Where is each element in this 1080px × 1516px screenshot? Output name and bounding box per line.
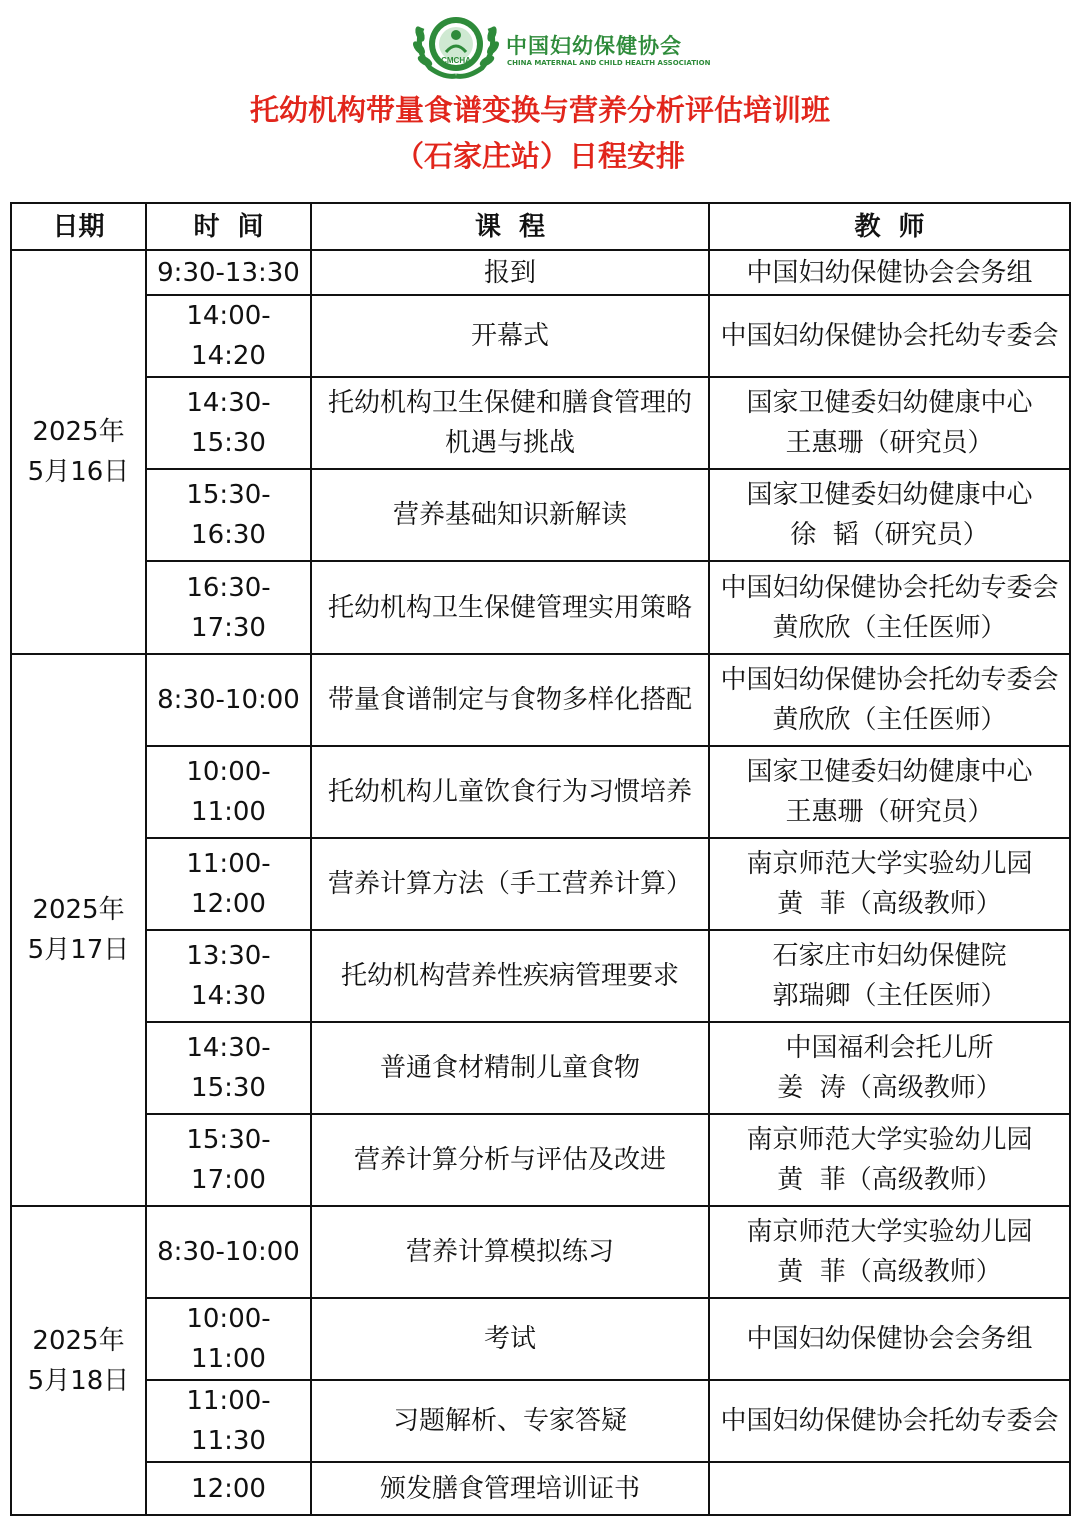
date-cell: [11, 654, 146, 1206]
teacher-cell: [709, 1380, 1070, 1462]
time-cell: 9:30-13:30: [146, 250, 311, 295]
table-row: [11, 1022, 1070, 1114]
table-row: [11, 930, 1070, 1022]
time-cell: 16:30-17:30: [146, 561, 311, 654]
teacher-line: 郭瑞卿（主任医师）: [772, 981, 1007, 1011]
date-year: 2025年: [32, 417, 125, 447]
course-line: 营养计算方法（手工营养计算）: [327, 869, 692, 899]
table-row: [11, 295, 1070, 377]
date-year: 2025年: [32, 895, 125, 925]
schedule-body: [11, 250, 1070, 1515]
date-cell: [11, 250, 146, 654]
course-line: 托幼机构营养性疾病管理要求: [340, 961, 679, 991]
time-cell: 14:30-15:30: [146, 1022, 311, 1114]
teacher-cell: [709, 654, 1070, 746]
header-time: 时 间: [146, 203, 311, 250]
logo-name-en: CHINA MATERNAL AND CHILD HEALTH ASSOCIATION: [507, 59, 711, 67]
teacher-cell: [709, 1114, 1070, 1206]
course-line: 报到: [483, 257, 536, 288]
time-cell: 14:00-14:20: [146, 295, 311, 377]
course-cell: [311, 561, 709, 654]
table-row: [11, 1380, 1070, 1462]
teacher-line: 中国妇幼保健协会托幼专委会: [720, 321, 1059, 351]
date-day: 5月16日: [27, 457, 130, 487]
teacher-line: 南京师范大学实验幼儿园: [746, 849, 1033, 879]
teacher-cell: [709, 561, 1070, 654]
header-date: 日期: [11, 203, 146, 250]
course-line: 托幼机构儿童饮食行为习惯培养: [327, 777, 692, 807]
date-year: 2025年: [32, 1325, 125, 1356]
course-cell: [311, 1114, 709, 1206]
course-line: 考试: [483, 1324, 536, 1354]
logo-name-cn: 中国妇幼保健协会: [506, 34, 682, 58]
table-row: [11, 1206, 1070, 1298]
teacher-line: 黄 菲（高级教师）: [777, 889, 1002, 919]
teacher-cell: [709, 250, 1070, 295]
teacher-cell: [709, 746, 1070, 838]
teacher-line: 黄 菲（高级教师）: [777, 1165, 1002, 1195]
teacher-cell: [709, 1022, 1070, 1114]
teacher-line: 中国妇幼保健协会会务组: [746, 1324, 1033, 1354]
teacher-line: 国家卫健委妇幼健康中心: [746, 757, 1033, 787]
teacher-cell: [709, 1462, 1070, 1515]
course-cell: [311, 469, 709, 561]
time-cell: 11:00-12:00: [146, 838, 311, 930]
table-row: [11, 250, 1070, 295]
course-cell: [311, 250, 709, 295]
course-line: 营养基础知识新解读: [392, 500, 627, 530]
teacher-line: 国家卫健委妇幼健康中心: [746, 480, 1033, 510]
table-row: [11, 561, 1070, 654]
course-line: 营养计算模拟练习: [405, 1237, 614, 1267]
teacher-cell: [709, 377, 1070, 469]
teacher-line: 王惠珊（研究员）: [785, 797, 994, 827]
course-cell: [311, 654, 709, 746]
course-cell: [311, 746, 709, 838]
course-cell: [311, 1380, 709, 1462]
course-line: 机遇与挑战: [444, 428, 575, 458]
table-row: [11, 1462, 1070, 1515]
teacher-cell: [709, 930, 1070, 1022]
teacher-line: 南京师范大学实验幼儿园: [746, 1125, 1033, 1155]
teacher-line: 黄 菲（高级教师）: [777, 1257, 1002, 1287]
time-cell: 10:00-11:00: [146, 1298, 311, 1380]
course-cell: [311, 930, 709, 1022]
page-title: 托幼机构带量食谱变换与营养分析评估培训班: [249, 93, 830, 127]
schedule-table: [10, 202, 1071, 1516]
table-row: [11, 1114, 1070, 1206]
time-cell: 8:30-10:00: [146, 1206, 311, 1298]
teacher-cell: [709, 838, 1070, 930]
teacher-line: 徐 韬（研究员）: [790, 520, 989, 550]
time-cell: 10:00-11:00: [146, 746, 311, 838]
teacher-line: 黄欣欣（主任医师）: [772, 612, 1007, 643]
teacher-line: 姜 涛（高级教师）: [777, 1073, 1002, 1103]
course-cell: [311, 1022, 709, 1114]
table-row: [11, 377, 1070, 469]
teacher-line: 黄欣欣（主任医师）: [772, 705, 1007, 735]
course-line: 托幼机构卫生保健管理实用策略: [327, 592, 692, 623]
time-cell: 12:00: [146, 1462, 311, 1515]
teacher-line: 中国妇幼保健协会会务组: [746, 257, 1033, 288]
laurel-globe-emblem-icon: [408, 8, 504, 80]
course-cell: [311, 295, 709, 377]
time-cell: 13:30-14:30: [146, 930, 311, 1022]
course-cell: [311, 838, 709, 930]
course-line: 托幼机构卫生保健和膳食管理的: [327, 388, 692, 418]
date-cell: [11, 1206, 146, 1515]
table-row: [11, 838, 1070, 930]
teacher-cell: [709, 295, 1070, 377]
date-day: 5月18日: [27, 1365, 130, 1396]
course-line: 普通食材精制儿童食物: [379, 1053, 640, 1083]
teacher-line: 国家卫健委妇幼健康中心: [746, 388, 1033, 418]
page-subtitle: （石家庄站）日程安排: [394, 139, 685, 173]
header-course: 课 程: [311, 203, 709, 250]
teacher-line: 中国福利会托儿所: [785, 1033, 994, 1063]
table-row: [11, 1298, 1070, 1380]
teacher-line: 中国妇幼保健协会托幼专委会: [720, 665, 1059, 695]
association-logo: [408, 8, 711, 80]
course-line: 习题解析、专家答疑: [392, 1406, 627, 1436]
course-line: 营养计算分析与评估及改进: [353, 1145, 666, 1175]
teacher-line: 石家庄市妇幼保健院: [772, 941, 1007, 971]
teacher-cell: [709, 469, 1070, 561]
course-cell: [311, 1462, 709, 1515]
teacher-line: 中国妇幼保健协会托幼专委会: [720, 1406, 1059, 1436]
table-row: [11, 469, 1070, 561]
teacher-cell: [709, 1298, 1070, 1380]
course-line: 开幕式: [470, 321, 549, 351]
time-cell: 8:30-10:00: [146, 654, 311, 746]
time-cell: 15:30-16:30: [146, 469, 311, 561]
course-cell: [311, 1298, 709, 1380]
time-cell: 11:00-11:30: [146, 1380, 311, 1462]
course-cell: [311, 377, 709, 469]
time-cell: 15:30-17:00: [146, 1114, 311, 1206]
logo-badge-text: CMCHA: [441, 56, 471, 65]
course-cell: [311, 1206, 709, 1298]
time-cell: 14:30-15:30: [146, 377, 311, 469]
course-line: 带量食谱制定与食物多样化搭配: [327, 685, 692, 715]
table-header-row: [11, 203, 1070, 250]
teacher-line: 南京师范大学实验幼儿园: [746, 1217, 1033, 1247]
teacher-line: 王惠珊（研究员）: [785, 428, 994, 458]
table-row: [11, 654, 1070, 746]
date-day: 5月17日: [27, 935, 130, 965]
header-teacher: 教 师: [709, 203, 1070, 250]
course-line: 颁发膳食管理培训证书: [379, 1473, 640, 1504]
teacher-cell: [709, 1206, 1070, 1298]
teacher-line: 中国妇幼保健协会托幼专委会: [720, 572, 1059, 603]
table-row: [11, 746, 1070, 838]
